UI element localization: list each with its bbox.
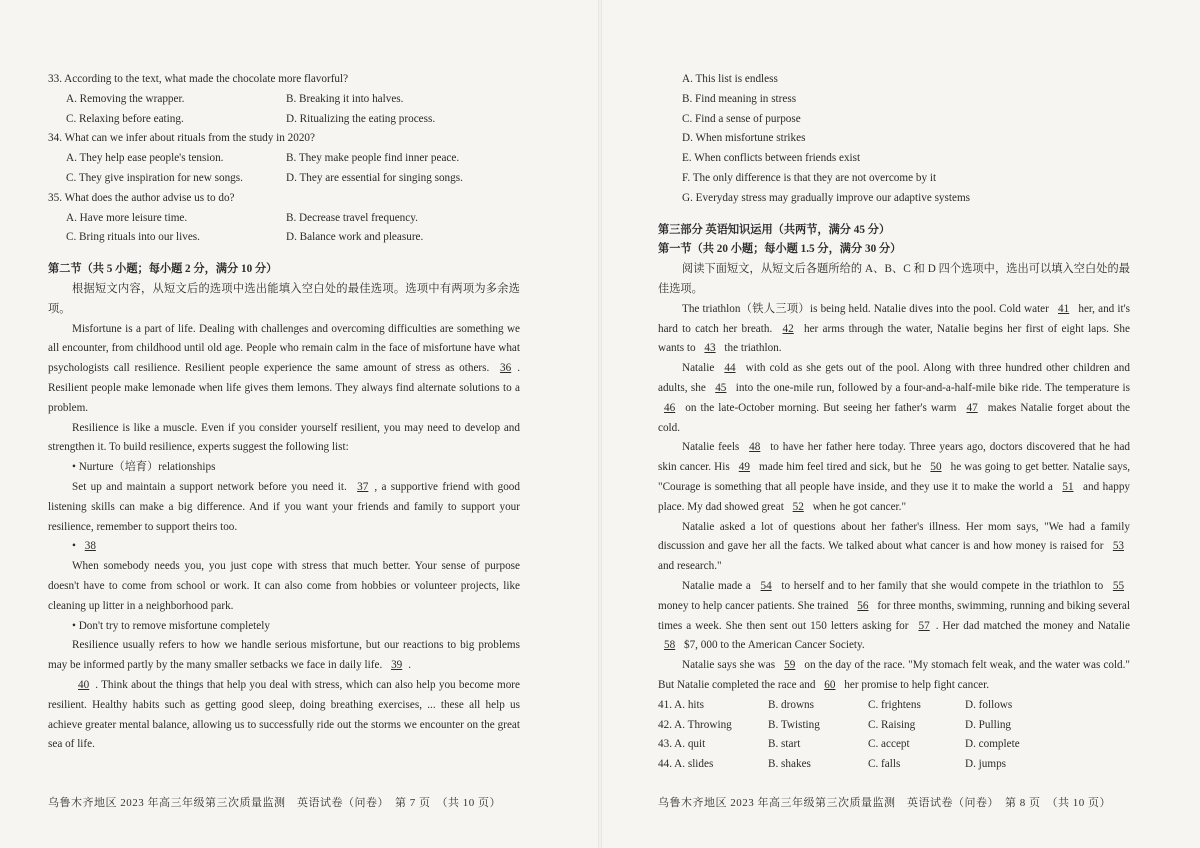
blank-56: 56 [857,599,869,612]
q44-option-d: D. jumps [965,758,1007,771]
blank-53: 53 [1112,540,1124,553]
question-34-stem: 34. What can we infer about rituals from the study in 2020? [48,132,315,145]
q34-option-c: C. They give inspiration for new songs. [66,171,243,184]
section-1-heading: 第一节（共 20 小题；每小题 1.5 分，满分 30 分） [658,243,902,256]
choice-f: F. The only difference is that they are not overcome by it [682,171,937,184]
cloze-instruction: 阅读下面短文，从短文后各题所给的 A、B、C 和 D 四个选项中，选出可以填入空白处的最佳选项。 [658,263,1130,295]
choice-c: C. Find a sense of purpose [682,112,801,125]
blank-39: 39 [391,659,403,672]
blank-54: 54 [760,579,772,592]
blank-55: 55 [1112,579,1125,592]
blank-44: 44 [724,362,736,375]
q33-option-d: D. Ritualizing the eating process. [286,112,436,125]
blank-45: 45 [715,381,727,394]
q34-option-a: A. They help ease people's tension. [66,152,224,165]
question-33-stem: 33. According to the text, what made the chocolate more flavorful? [48,73,349,85]
cloze-paragraph-6: Natalie says she was 59 on the day of the race. "My stomach felt weak, and the water was cold." But Natalie completed the race and 60 her promise to help fight cancer. [658,659,1130,691]
q33-option-b: B. Breaking it into halves. [286,92,404,105]
blank-43: 43 [704,342,716,355]
cloze-paragraph-5: Natalie made a 54 to herself and to her family that she would compete in the triathlon to 55 money to help cancer patients. She trained 56 for three months, swimming, running and biking several times a week. She then sent out 150 letters asking for 57 . Her dad matched the money and Natalie 58 $7, 000 to the American Cancer Society. [658,579,1130,652]
blank-42: 42 [782,322,794,335]
question-35-options-row2 [48,228,520,248]
cloze-paragraph-1: The triathlon（铁人三项）is being held. Natalie dives into the pool. Cold water 41 her, and it's hard to catch her breath. 42 her arms through the water, Natalie begins her first of eight laps. She wants to 43 the triathlon. [658,302,1130,355]
blank-41: 41 [1058,302,1070,315]
paragraph-5: Resilience usually refers to how we handle serious misfortune, but our reactions to big problems may be informed partly by the many smaller setbacks we face in daily life. 39 . [48,639,520,672]
right-page-footer: 乌鲁木齐地区 2023 年高三年级第三次质量监测 英语试卷（问卷） 第 8 页 （共 10 页） [658,797,1111,809]
q44-option-b: B. shakes [768,758,811,771]
blank-36: 36 [500,362,512,375]
mc-row-42 [658,716,1130,736]
q33-option-c: C. Relaxing before eating. [66,112,184,125]
blank-50: 50 [930,461,942,474]
choice-g: G. Everyday stress may gradually improve our adaptive systems [682,191,971,204]
left-column [48,70,520,755]
blank-57: 57 [918,619,930,632]
q42-option-b: B. Twisting [768,718,820,731]
choice-a: A. This list is endless [682,73,778,85]
mc-row-41 [658,696,1130,716]
question-34-options-row2 [48,169,520,189]
q43-option-a: 43. A. quit [658,738,706,751]
q41-option-b: B. drowns [768,698,814,711]
q35-option-b: B. Decrease travel frequency. [286,211,418,224]
blank-60: 60 [824,678,836,691]
question-35-options-row1 [48,209,520,229]
paragraph-3: Set up and maintain a support network before you need it. 37 , a supportive friend with good listening skills can make a big difference. And if you want your friends and family to support your resilience, remember to support theirs too. [48,480,520,533]
q42-option-c: C. Raising [868,718,916,731]
q42-option-a: 42. A. Throwing [658,718,732,731]
blank-40: 40 [78,678,90,691]
blank-58: 58 [664,639,676,652]
q44-option-a: 44. A. slides [658,758,714,771]
blank-51: 51 [1062,480,1074,493]
blank-59: 59 [784,659,796,672]
q41-option-d: D. follows [965,698,1013,711]
right-column [658,70,1130,775]
q41-option-c: C. frightens [868,698,921,711]
blank-38: 38 [84,540,96,553]
q35-option-a: A. Have more leisure time. [66,211,188,224]
section-2-instruction: 根据短文内容，从短文后的选项中选出能填入空白处的最佳选项。选项中有两项为多余选项。 [48,282,520,315]
part-3-heading: 第三部分 英语知识运用（共两节，满分 45 分） [658,223,891,236]
q43-option-d: D. complete [965,738,1020,751]
question-33-options-row2 [48,110,520,130]
bullet-38: • 38 [48,537,520,557]
blank-47: 47 [966,401,978,414]
paragraph-2: Resilience is like a muscle. Even if you consider yourself resilient, you may need to develop and strengthen it. To build resilience, experts suggest the following list: [48,421,520,454]
choice-b: B. Find meaning in stress [682,92,797,105]
q33-option-a: A. Removing the wrapper. [66,92,185,105]
q44-option-c: C. falls [868,758,901,771]
blank-49: 49 [738,461,750,474]
q43-option-b: B. start [768,738,801,751]
q34-option-b: B. They make people find inner peace. [286,152,460,165]
q35-option-d: D. Balance work and pleasure. [286,231,424,244]
q42-option-d: D. Pulling [965,718,1012,731]
bullet-nurture: • Nurture（培育）relationships [72,461,216,474]
section-2-heading: 第二节（共 5 小题；每小题 2 分，满分 10 分） [48,263,278,276]
q41-option-a: 41. A. hits [658,698,705,711]
paragraph-6: 40 . Think about the things that help you deal with stress, which can also help you become more resilient. Healthy habits such as getting good sleep, doing breathing exercises, ... these all help us achieve greater mental balance, allowing us to successfully ride out the storms we encounter on the great sea of life. [48,678,520,751]
question-34-options-row1 [48,149,520,169]
question-35-stem: 35. What does the author advise us to do? [48,191,235,204]
mc-row-44 [658,755,1130,775]
q43-option-c: C. accept [868,738,910,751]
q34-option-d: D. They are essential for singing songs. [286,171,463,184]
blank-46: 46 [664,401,676,414]
left-page-footer: 乌鲁木齐地区 2023 年高三年级第三次质量监测 英语试卷（问卷） 第 7 页 （共 10 页） [48,797,501,809]
bullet-dont-remove: • Don't try to remove misfortune completely [72,619,270,632]
cloze-paragraph-4: Natalie asked a lot of questions about her father's illness. Her mom says, "We had a family discussion and gave her all the facts. We talked about what cancer is and how money is raised for 53 and research." [658,520,1130,573]
paragraph-1: Misfortune is a part of life. Dealing with challenges and overcoming difficulties are something we all encounter, from childhood until old age. People who remain calm in the face of misfortune have what psychologists call resilience. Resilient people experience the same amount of stress as others. 36 . Resilient people make lemonade when life gives them lemons. They always find alternate solutions to a problem. [48,322,521,414]
cloze-paragraph-2: Natalie 44 with cold as she gets out of the pool. Along with three hundred other children and adults, she 45 into the one-mile run, followed by a four-and-a-half-mile bike ride. The temperature is 46 on the late-October morning. But seeing her father's warm 47 makes Natalie forget about the cold. [658,362,1131,434]
q35-option-c: C. Bring rituals into our lives. [66,231,200,244]
choice-d: D. When misfortune strikes [682,132,806,145]
mc-row-43 [658,735,1130,755]
right-page [600,0,1200,848]
blank-52: 52 [792,500,804,513]
cloze-paragraph-3: Natalie feels 48 to have her father here today. Three years ago, doctors discovered that he had skin cancer. His 49 made him feel tired and sick, but he 50 he was going to get better. Natalie says, "Courage is something that all people have inside, and they use it to make the world a 51 and happy place. My dad showed great 52 when he got cancer." [658,441,1131,513]
blank-48: 48 [749,441,761,454]
choice-e: E. When conflicts between friends exist [682,152,861,165]
blank-37: 37 [357,480,369,493]
paragraph-4: When somebody needs you, you just cope with stress that much better. Your sense of purpose doesn't have to come from school or work. It can also come from hobbies or volunteer projects, like cleaning up litter in a neighborhood park. [48,560,520,612]
question-33-options-row1 [48,90,520,110]
